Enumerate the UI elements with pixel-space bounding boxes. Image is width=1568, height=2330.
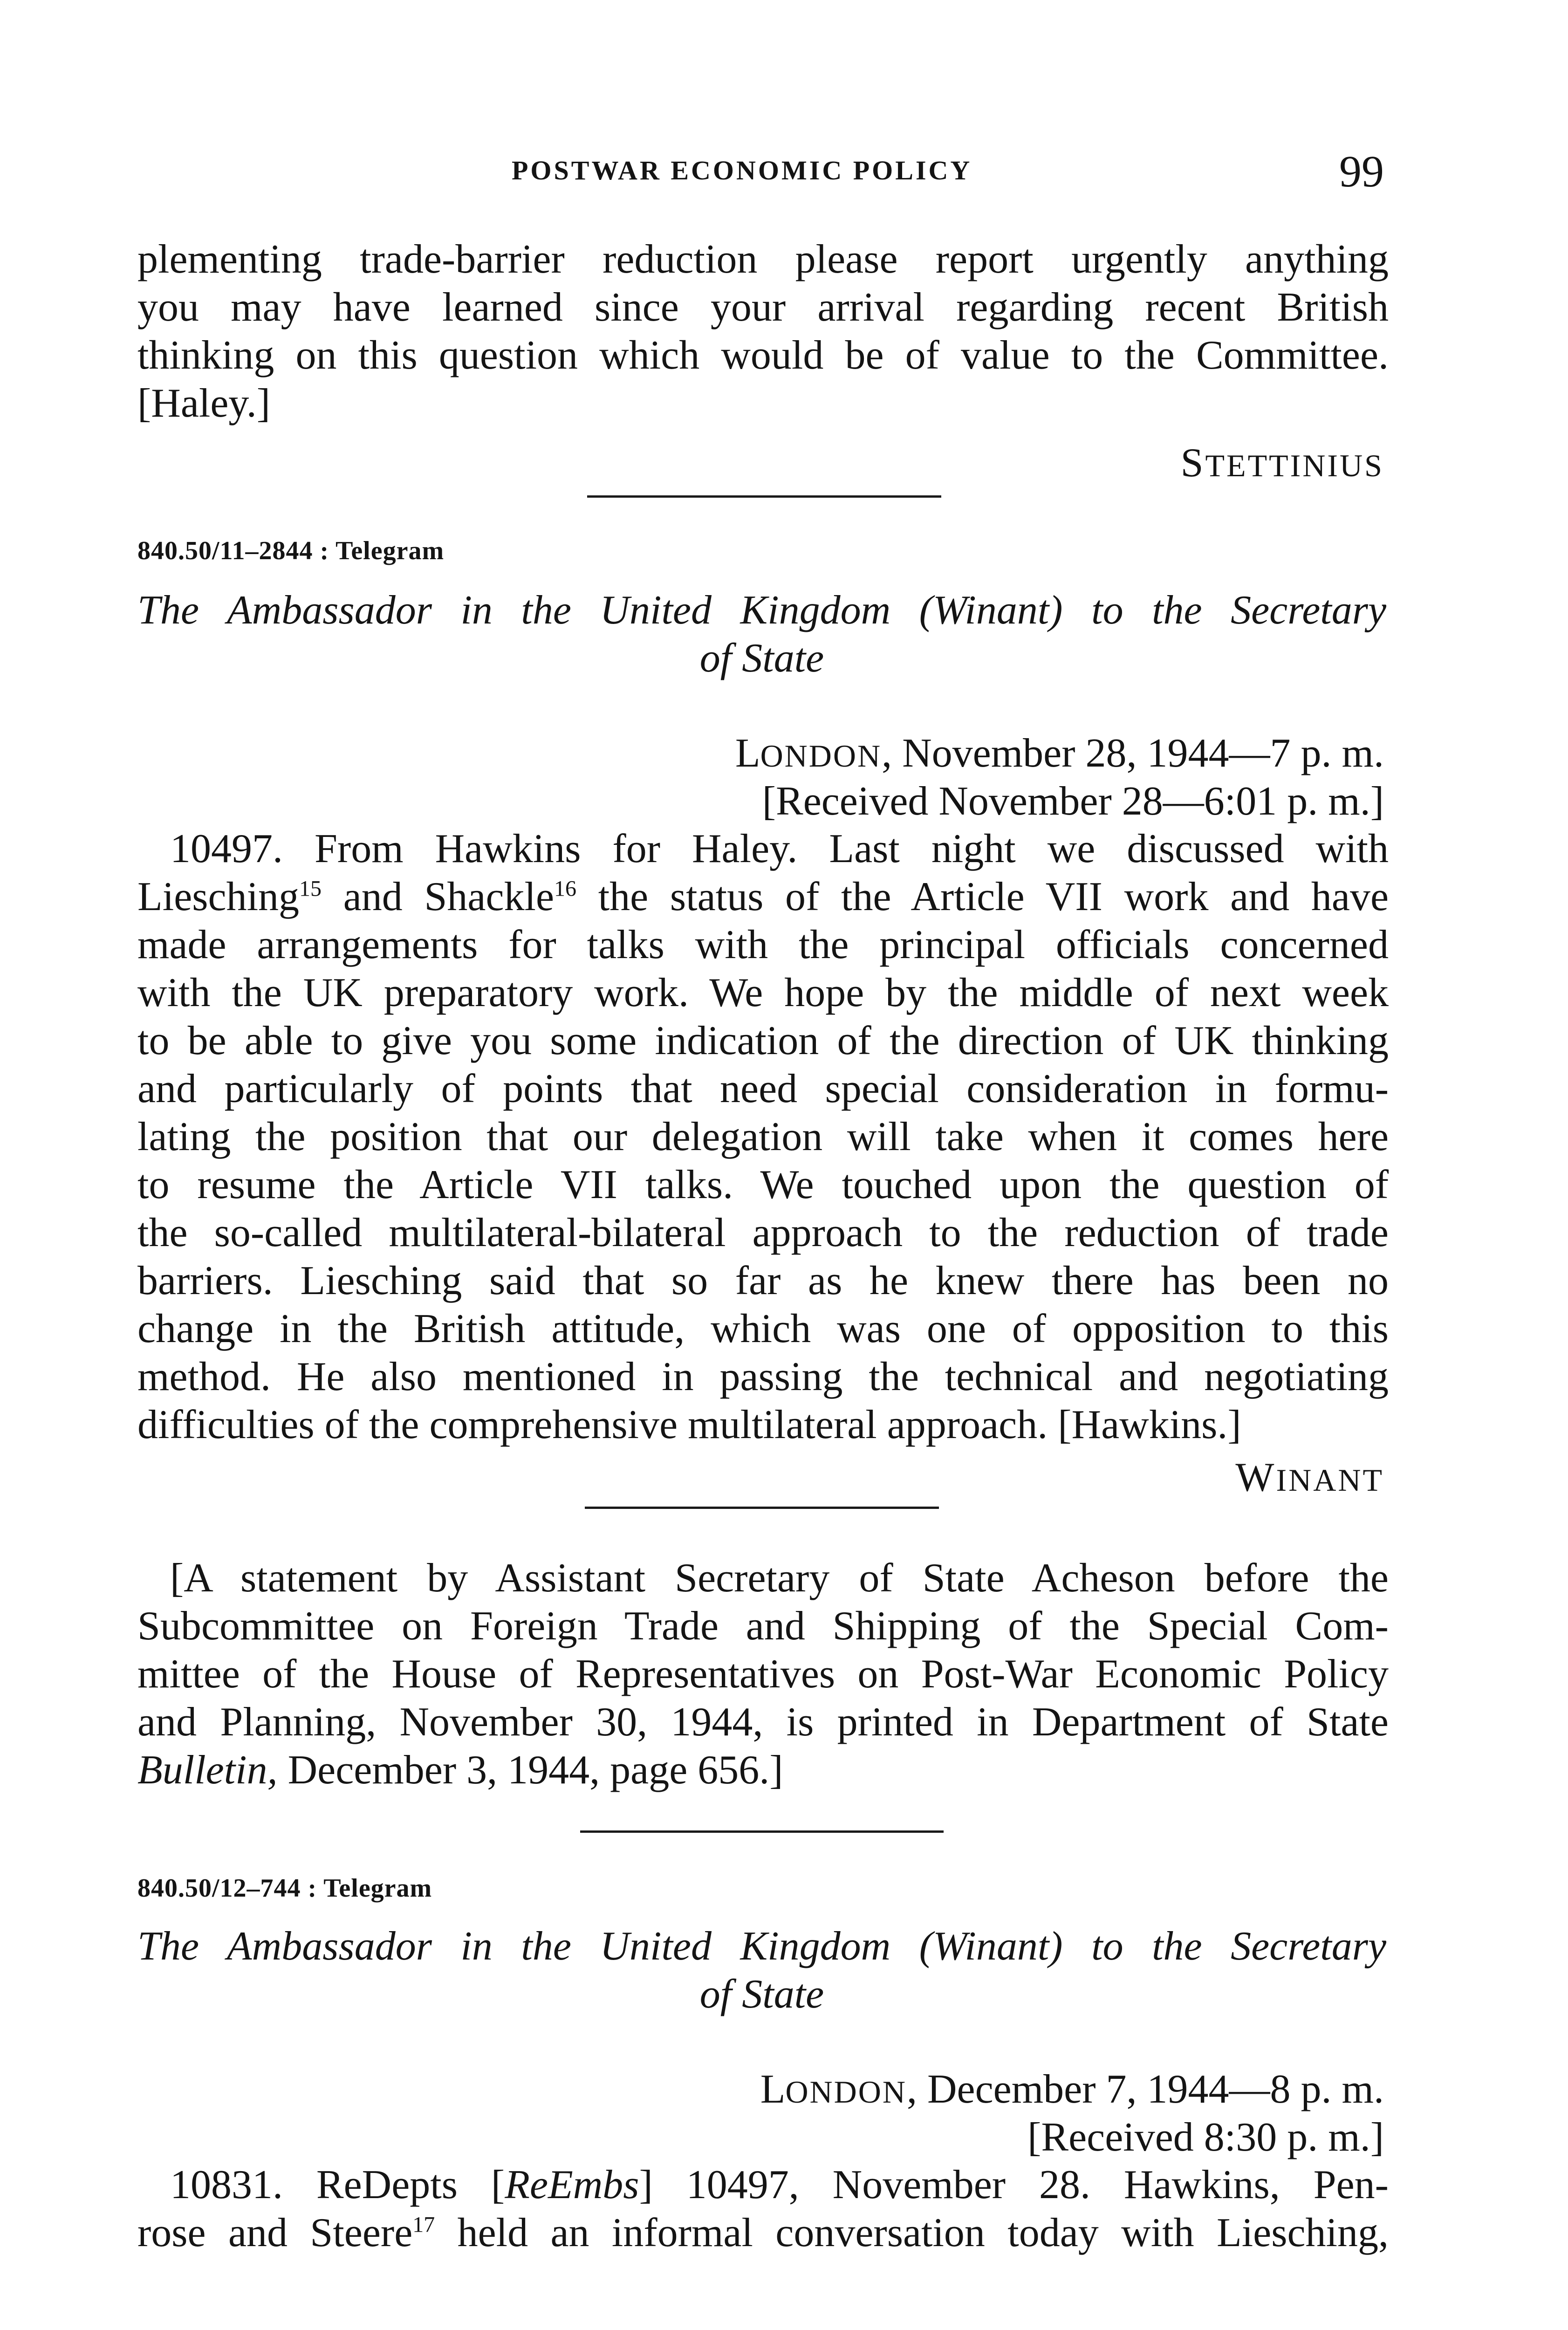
section-divider — [587, 495, 941, 498]
footnote-ref[interactable]: 16 — [554, 876, 577, 901]
text-line: the so-called multilateral-bilateral approach to the reduction of trade — [137, 1210, 1389, 1255]
text-line: to be able to give you some indication of the direction of UK thinking — [137, 1018, 1389, 1063]
text-line: 10831. ReDepts [ReEmbs] 10497, November 28. Hawkins, Pen- — [170, 2162, 1389, 2207]
file-reference: 840.50/11–2844 : Telegram — [137, 536, 445, 565]
text-line: and Planning, November 30, 1944, is printed in Department of State — [137, 1700, 1389, 1745]
text-line: rose and Steere$^{17}$ held an informal conversation today with Liesching, — [137, 2210, 1389, 2255]
editorial-note — [137, 1554, 1389, 1794]
title-line: The Ambassador in the United Kingdom (Winant) to the Secretary — [137, 1924, 1386, 1969]
text-line: mittee of the House of Representatives on Post-War Economic Policy — [137, 1652, 1389, 1697]
document-title — [137, 1922, 1386, 2018]
text-line: difficulties of the comprehensive multilateral approach. [Hawkins.] — [137, 1402, 1241, 1447]
text-line: with the UK preparatory work. We hope by the middle of next week — [137, 970, 1389, 1015]
document-title — [137, 586, 1386, 682]
page-number: 99 — [1339, 146, 1384, 196]
telegram-body — [137, 2161, 1389, 2257]
signature-stettinius: STETTINIUS — [1180, 440, 1384, 486]
title-line: of State — [699, 636, 824, 681]
text-line: Liesching$^{15}$ and Shackle$^{16}$ the status of the Article VII work and have — [137, 874, 1389, 919]
file-reference: 840.50/12–744 : Telegram — [137, 1874, 432, 1903]
section-divider — [585, 1507, 939, 1509]
text-line: Subcommittee on Foreign Trade and Shipping of the Special Com- — [137, 1604, 1389, 1649]
text-line: [Haley.] — [137, 381, 271, 426]
received-note: [Received November 28—6:01 p. m.] — [762, 779, 1384, 824]
text-line: method. He also mentioned in passing the technical and negotiating — [137, 1354, 1389, 1399]
text-line: [A statement by Assistant Secretary of State Acheson before the — [170, 1556, 1389, 1601]
publication-title: Bulletin, — [137, 1748, 278, 1793]
text-line: made arrangements for talks with the principal officials concerned — [137, 922, 1389, 967]
dateline: LONDON, November 28, 1944—7 p. m. — [735, 731, 1384, 776]
telegram-body — [137, 825, 1389, 1449]
section-divider — [580, 1830, 944, 1833]
text-line: Bulletin, December 3, 1944, page 656.] — [137, 1748, 783, 1793]
text-line: you may have learned since your arrival regarding recent British — [137, 285, 1389, 330]
dateline: LONDON, December 7, 1944—8 p. m. — [760, 2067, 1384, 2112]
text-line: and particularly of points that need special consideration in formu- — [137, 1066, 1389, 1111]
text-line: lating the position that our delegation will take when it comes here — [137, 1114, 1389, 1159]
text-line: 10497. From Hawkins for Haley. Last night we discussed with — [170, 826, 1389, 871]
footnote-ref[interactable]: 15 — [299, 876, 322, 901]
text-line: to resume the Article VII talks. We touched upon the question of — [137, 1162, 1389, 1207]
text-line: barriers. Liesching said that so far as he knew there has been no — [137, 1258, 1389, 1303]
text-line: plementing trade-barrier reduction please report urgently anything — [137, 237, 1389, 282]
footnote-ref[interactable]: 17 — [412, 2212, 435, 2237]
text-line: change in the British attitude, which was one of opposition to this — [137, 1306, 1389, 1351]
title-line: of State — [699, 1972, 824, 2017]
title-line: The Ambassador in the United Kingdom (Winant) to the Secretary — [137, 588, 1386, 633]
running-header-title: POSTWAR ECONOMIC POLICY — [512, 155, 972, 185]
text-line: thinking on this question which would be of value to the Committee. — [137, 333, 1389, 378]
continuation-paragraph — [137, 235, 1389, 427]
signature-winant: WINANT — [1235, 1455, 1384, 1500]
received-note: [Received 8:30 p. m.] — [1027, 2115, 1384, 2160]
